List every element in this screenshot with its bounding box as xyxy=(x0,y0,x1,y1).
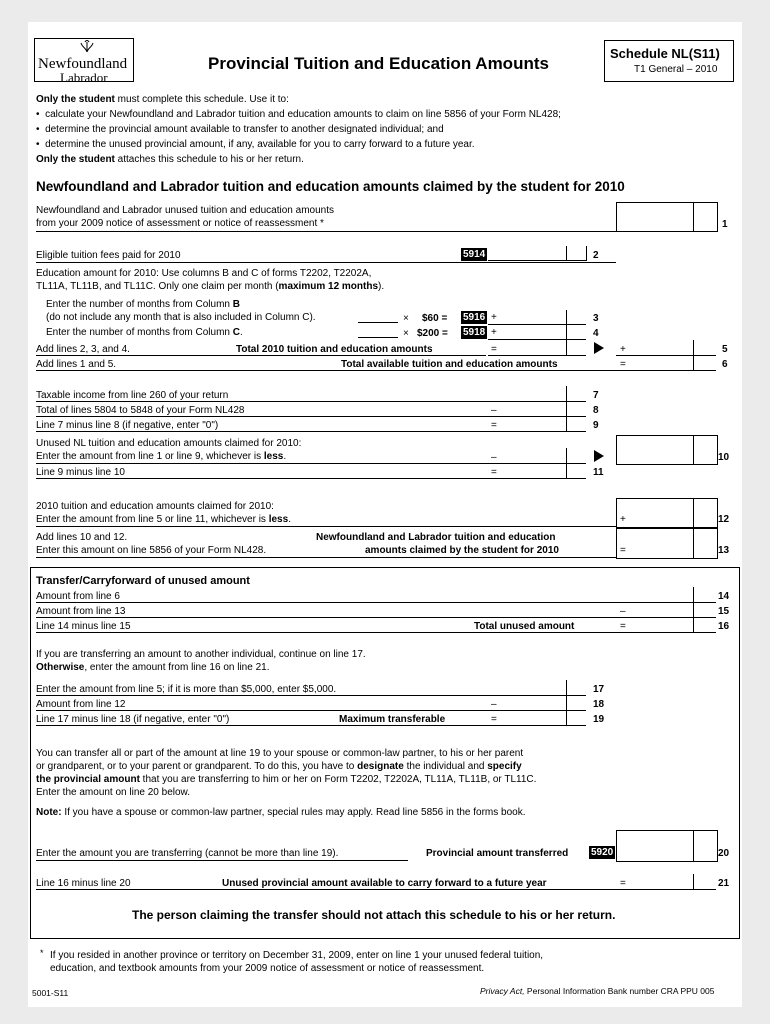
cents-divider xyxy=(693,498,694,528)
line18-minus: – xyxy=(491,699,497,710)
page-title: Provincial Tuition and Education Amounts xyxy=(208,54,549,73)
t2c: the individual and xyxy=(403,761,488,772)
line7-rule xyxy=(36,401,586,402)
privacy-italic: Privacy Act, xyxy=(480,986,525,996)
section1-heading: Newfoundland and Labrador tuition and education amounts claimed by the student for 2010 xyxy=(36,179,625,194)
line-number-14: 14 xyxy=(718,591,730,602)
t3a: the provincial amount xyxy=(36,774,140,785)
line8-minus: – xyxy=(491,405,497,416)
cents-divider xyxy=(693,587,694,602)
line4-field-rule xyxy=(488,339,586,340)
line4-months-field[interactable] xyxy=(358,325,398,338)
line-number-20: 20 xyxy=(718,848,730,859)
line1-rule xyxy=(36,231,616,232)
field-code-5914: 5914 xyxy=(463,249,486,260)
privacy-rest: Personal Information Bank number CRA PPU 005 xyxy=(524,986,715,996)
line15-label: Amount from line 13 xyxy=(36,606,126,617)
line-number-15: 15 xyxy=(718,606,730,617)
t2b: designate xyxy=(357,761,404,772)
final-notice: The person claiming the transfer should not attach this schedule to his or her return. xyxy=(132,908,616,922)
line8-label: Total of lines 5804 to 5848 of your Form NL428 xyxy=(36,405,245,416)
cents-divider xyxy=(693,617,694,632)
line4-plus: + xyxy=(491,327,497,338)
line18-label: Amount from line 12 xyxy=(36,699,126,710)
cents-divider xyxy=(566,386,567,401)
line-number-19: 19 xyxy=(593,714,605,725)
line6-rule xyxy=(36,370,616,371)
line6-equals: = xyxy=(620,359,626,370)
line5-field-rule xyxy=(488,355,586,356)
cents-divider xyxy=(693,202,694,232)
line21-total-label: Unused provincial amount available to carry forward to a future year xyxy=(222,878,547,889)
cents-divider xyxy=(693,355,694,370)
line9-rule xyxy=(36,431,586,432)
line3-mult: × xyxy=(403,313,409,324)
line10-minus: – xyxy=(491,452,497,463)
cents-divider xyxy=(566,325,567,339)
line1-box-rule xyxy=(616,231,716,232)
cents-divider xyxy=(693,830,694,862)
line-number-11: 11 xyxy=(593,467,604,478)
note-rest: If you have a spouse or common-law partner, special rules may apply. Read line 5856 in the forms book. xyxy=(61,807,526,818)
intro-last-bold: Only the student xyxy=(36,154,115,165)
cents-divider xyxy=(566,310,567,324)
transfer-note xyxy=(36,807,526,818)
line1-label-b: from your 2009 notice of assessment or notice of reassessment * xyxy=(36,218,324,229)
footnote-line2: education, and textbook amounts from your 2009 notice of assessment or notice of reassessment. xyxy=(50,963,485,974)
line-number-3: 3 xyxy=(593,313,599,324)
line15-minus: – xyxy=(620,606,626,617)
line-number-18: 18 xyxy=(593,699,605,710)
l3a2: B xyxy=(232,299,240,310)
section2-heading: Transfer/Carryforward of unused amount xyxy=(36,575,250,587)
t2a: or grandparent, or to your parent or grandparent. To do this, you have to xyxy=(36,761,358,772)
line-number-8: 8 xyxy=(593,405,599,416)
intro-bullet-3: • determine the unused provincial amount, if any, available for you to carry forward to a future year. xyxy=(36,139,475,150)
line13-equals: = xyxy=(620,545,626,556)
cents-divider xyxy=(566,448,567,463)
line12-rule xyxy=(36,526,616,527)
line12-plus: + xyxy=(620,514,626,525)
line15-rule xyxy=(36,617,716,618)
line-number-9: 9 xyxy=(593,420,599,431)
cents-divider xyxy=(693,435,694,465)
form-page xyxy=(28,22,742,1007)
line5-box-rule xyxy=(616,355,716,356)
arrow-right-icon xyxy=(594,450,604,462)
line13-rule xyxy=(36,557,616,558)
bullet-text: calculate your Newfoundland and Labrador tuition and education amounts to claim on line 5856 of your Form NL428; xyxy=(45,109,561,120)
line16-label: Line 14 minus line 15 xyxy=(36,621,131,632)
cents-divider xyxy=(566,463,567,478)
cents-divider xyxy=(566,416,567,431)
l10b1: Enter the amount from line 1 or line 9, whichever is xyxy=(36,451,264,462)
form-subtitle: T1 General – 2010 xyxy=(634,64,718,75)
schedule-box xyxy=(604,40,734,82)
line14-rule xyxy=(36,602,716,603)
intro-bullet-2: • determine the provincial amount available to transfer to another designated individual; and xyxy=(36,124,444,135)
transfer-instruction-2 xyxy=(36,662,269,673)
l10b3: . xyxy=(283,451,287,462)
p2b: Otherwise xyxy=(36,662,85,673)
cents-divider xyxy=(566,680,567,695)
line-number-21: 21 xyxy=(718,878,730,889)
line-number-4: 4 xyxy=(593,328,599,339)
arrow-right-icon xyxy=(594,342,604,354)
line7-label: Taxable income from line 260 of your return xyxy=(36,390,229,401)
l3a1: Enter the number of months from Column xyxy=(46,299,233,310)
line14-label: Amount from line 6 xyxy=(36,591,120,602)
edu-b3: ). xyxy=(378,281,385,292)
edu-text-a: Education amount for 2010: Use columns B and C of forms T2202, T2202A, xyxy=(36,268,372,279)
note-bold: Note: xyxy=(36,807,62,818)
transfer-text-2 xyxy=(36,761,522,772)
t2d: specify xyxy=(487,761,522,772)
line6-label: Add lines 1 and 5. xyxy=(36,359,117,370)
line10-box[interactable] xyxy=(616,435,718,465)
line20-box[interactable] xyxy=(616,830,718,862)
line19-equals: = xyxy=(491,714,497,725)
line9-equals: = xyxy=(491,420,497,431)
l12b1: Enter the amount from line 5 or line 11, whichever is xyxy=(36,514,269,525)
edu-text-b xyxy=(36,281,384,292)
line5-total-label: Total 2010 tuition and education amounts xyxy=(236,344,433,355)
line5-label: Add lines 2, 3, and 4. xyxy=(36,344,130,355)
line4-label xyxy=(46,327,243,338)
line2-rule xyxy=(36,262,616,263)
cents-divider xyxy=(693,874,694,889)
line-number-13: 13 xyxy=(718,545,730,556)
line3-plus: + xyxy=(491,312,497,323)
line1-label-a: Newfoundland and Labrador unused tuition and education amounts xyxy=(36,205,334,216)
line11-rule xyxy=(36,478,586,479)
edu-b1: TL11A, TL11B, and TL11C. Only one claim per month ( xyxy=(36,281,279,292)
logo-text-line1: Newfoundland xyxy=(38,56,128,72)
line5-rule xyxy=(36,355,486,356)
cents-divider xyxy=(693,602,694,617)
bullet-text: determine the unused provincial amount, if any, available for you to carry forward to a future year. xyxy=(45,139,475,150)
line16-equals: = xyxy=(620,621,626,632)
line19-total-label: Maximum transferable xyxy=(339,714,446,725)
line8-rule xyxy=(36,416,586,417)
t3b: that you are transferring to him or her on Form T2202, T2202A, TL11A, TL11B, or TL11C. xyxy=(139,774,537,785)
field-code-5918: 5918 xyxy=(463,327,486,338)
line-number-16: 16 xyxy=(718,621,730,632)
schedule-name: Schedule NL(S11) xyxy=(610,46,720,61)
line13-total-b: amounts claimed by the student for 2010 xyxy=(365,545,559,556)
cents-divider xyxy=(566,401,567,416)
line11-label: Line 9 minus line 10 xyxy=(36,467,125,478)
line11-equals: = xyxy=(491,467,497,478)
line10-label-a: Unused NL tuition and education amounts claimed for 2010: xyxy=(36,438,302,449)
pitcher-plant-icon xyxy=(78,39,96,53)
form-number: 5001-S11 xyxy=(32,988,69,998)
l12b3: . xyxy=(288,514,291,525)
line2-field[interactable] xyxy=(488,246,587,261)
line1-box[interactable] xyxy=(616,202,718,232)
line-number-6: 6 xyxy=(722,359,728,370)
line3-label-b: (do not include any month that is also included in Column C). xyxy=(46,312,316,323)
cents-divider xyxy=(566,695,567,710)
line13-label-a: Add lines 10 and 12. xyxy=(36,532,128,543)
cents-divider xyxy=(566,246,567,260)
line18-rule xyxy=(36,710,586,711)
line10-rule xyxy=(36,463,586,464)
line13-box[interactable] xyxy=(616,528,718,559)
line6-total-label: Total available tuition and education amounts xyxy=(341,359,558,370)
line-number-1: 1 xyxy=(722,219,728,230)
line21-equals: = xyxy=(620,878,626,889)
line17-label: Enter the amount from line 5; if it is more than $5,000, enter $5,000. xyxy=(36,684,337,695)
l10b2: less xyxy=(263,451,284,462)
line21-label: Line 16 minus line 20 xyxy=(36,878,131,889)
line12-box[interactable] xyxy=(616,498,718,528)
transfer-text-1: You can transfer all or part of the amount at line 19 to your spouse or common-law partner, to his or her parent xyxy=(36,748,524,759)
line13-total-a: Newfoundland and Labrador tuition and education xyxy=(316,532,556,543)
l12b2: less xyxy=(268,514,289,525)
privacy-notice xyxy=(480,986,715,996)
l4a: Enter the number of months from Column xyxy=(46,327,233,338)
line13-label-b: Enter this amount on line 5856 of your Form NL428. xyxy=(36,545,267,556)
cents-divider xyxy=(566,710,567,725)
line-number-17: 17 xyxy=(593,684,605,695)
intro-last-rest: attaches this schedule to his or her return. xyxy=(114,154,304,165)
line16-total-label: Total unused amount xyxy=(474,621,575,632)
line12-label-a: 2010 tuition and education amounts claimed for 2010: xyxy=(36,501,274,512)
line20-total-label: Provincial amount transferred xyxy=(426,848,569,859)
line20-rule xyxy=(36,860,408,861)
transfer-instruction-1: If you are transferring an amount to another individual, continue on line 17. xyxy=(36,649,366,660)
line2-label: Eligible tuition fees paid for 2010 xyxy=(36,250,181,261)
line5-plus: + xyxy=(620,344,626,355)
l4c: . xyxy=(239,327,243,338)
line16-rule xyxy=(36,632,716,633)
line10-label-b xyxy=(36,451,286,462)
line3-field-rule xyxy=(488,324,586,325)
line-number-7: 7 xyxy=(593,390,599,401)
line3-months-field[interactable] xyxy=(358,310,398,323)
intro-line xyxy=(36,94,289,105)
footnote-star: * xyxy=(40,948,44,958)
transfer-text-3 xyxy=(36,774,536,785)
l4b: C xyxy=(232,327,240,338)
cents-divider xyxy=(693,528,694,559)
line-number-5: 5 xyxy=(722,344,728,355)
line19-rule xyxy=(36,725,586,726)
intro-rest: must complete this schedule. Use it to: xyxy=(114,94,289,105)
line3-label-a xyxy=(46,299,240,310)
line21-rule xyxy=(36,889,716,890)
line-number-12: 12 xyxy=(718,514,730,525)
line17-rule xyxy=(36,695,586,696)
line12-label-b xyxy=(36,514,291,525)
line3-rate: $60 = xyxy=(422,313,448,324)
field-code-5920: 5920 xyxy=(591,847,614,858)
intro-bullet-1: • calculate your Newfoundland and Labrador tuition and education amounts to claim on line 5856 of your Form NL428; xyxy=(36,109,561,120)
transfer-text-4: Enter the amount on line 20 below. xyxy=(36,787,190,798)
footnote-line1: If you resided in another province or territory on December 31, 2009, enter on line 1 your unused federal tuition, xyxy=(50,950,544,961)
line9-label: Line 7 minus line 8 (if negative, enter "0") xyxy=(36,420,219,431)
line6-box-rule xyxy=(616,370,716,371)
cents-divider xyxy=(693,340,694,355)
intro-bold: Only the student xyxy=(36,94,115,105)
line20-label: Enter the amount you are transferring (cannot be more than line 19). xyxy=(36,848,339,859)
line-number-2: 2 xyxy=(593,250,599,261)
intro-last xyxy=(36,154,304,165)
edu-b2: maximum 12 months xyxy=(278,281,379,292)
line4-rate: $200 = xyxy=(417,328,448,339)
field-code-5916: 5916 xyxy=(463,312,486,323)
line5-equals: = xyxy=(491,344,497,355)
line19-label: Line 17 minus line 18 (if negative, enter "0") xyxy=(36,714,230,725)
line-number-10: 10 xyxy=(718,452,730,463)
line4-mult: × xyxy=(403,328,409,339)
cents-divider xyxy=(566,340,567,355)
p2r: , enter the amount from line 16 on line 21. xyxy=(84,662,270,673)
bullet-text: determine the provincial amount available to transfer to another designated individual; and xyxy=(45,124,444,135)
logo-text-line2: Labrador xyxy=(60,70,108,85)
